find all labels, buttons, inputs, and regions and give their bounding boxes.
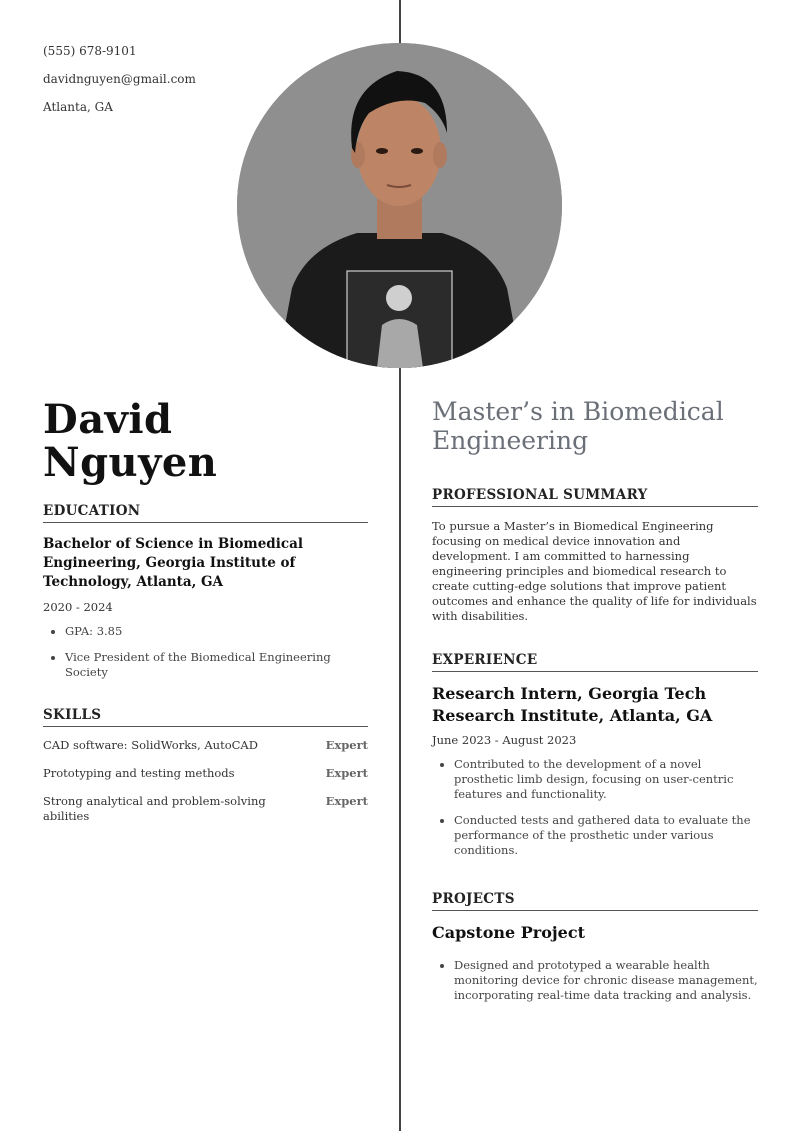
skill-row — [43, 794, 368, 824]
list-item: • Conducted tests and gathered data to evaluate the performance of the prosthetic under various conditions. — [454, 813, 758, 858]
education-dates: 2020 - 2024 — [43, 600, 113, 614]
skill-level: Expert — [325, 738, 368, 752]
list-item: • Vice President of the Biomedical Engineering Society — [65, 650, 368, 680]
first-name: David — [43, 396, 173, 443]
education-heading: EDUCATION — [43, 503, 368, 523]
skill-level: Expert — [325, 794, 368, 808]
objective-title: Master’s in Biomedical Engineering — [432, 397, 724, 455]
candidate-name — [43, 398, 217, 484]
list-item: • Contributed to the development of a novel prosthetic limb design, focusing on user-centric features and functionality. — [454, 757, 758, 802]
summary-section — [432, 487, 758, 624]
list-item: • Designed and prototyped a wearable health monitoring device for chronic disease management, incorporating real-time data tracking and analysis. — [454, 958, 758, 1003]
list-item: • GPA: 3.85 — [65, 624, 368, 639]
phone-text: (555) 678-9101 — [43, 44, 137, 58]
profile-photo — [237, 43, 562, 368]
project-title: Capstone Project — [432, 923, 585, 942]
job-dates: June 2023 - August 2023 — [432, 733, 577, 747]
profile-photo-illustration — [237, 43, 562, 368]
education-section — [43, 503, 368, 691]
column-divider-top — [399, 0, 401, 44]
contact-block — [43, 43, 196, 127]
skill-level: Expert — [325, 766, 368, 780]
last-name: Nguyen — [43, 439, 218, 486]
skills-section — [43, 707, 368, 824]
projects-heading: PROJECTS — [432, 891, 758, 911]
education-bullets — [43, 624, 368, 680]
skill-name: Strong analytical and problem-solving abilities — [43, 794, 266, 823]
experience-bullets — [432, 757, 758, 858]
column-divider — [399, 366, 401, 1131]
skills-heading: SKILLS — [43, 707, 368, 727]
projects-section — [432, 891, 758, 1014]
location-text: Atlanta, GA — [43, 100, 113, 114]
skill-row — [43, 766, 368, 781]
job-title: Research Intern, Georgia Tech Research Institute, Atlanta, GA — [432, 684, 713, 725]
skill-name: CAD software: SolidWorks, AutoCAD — [43, 738, 258, 752]
summary-text: To pursue a Master’s in Biomedical Engineering focusing on medical device innovation and development. I am committed to harnessing engineering principles and biomedical research to create cutting-edge solutions that improve patient outcomes and enhance the quality of life for individuals with disabilities. — [432, 519, 757, 623]
education-degree: Bachelor of Science in Biomedical Engineering, Georgia Institute of Technology, Atlanta, GA — [43, 536, 303, 590]
experience-heading: EXPERIENCE — [432, 652, 758, 672]
skill-row — [43, 738, 368, 753]
skill-name: Prototyping and testing methods — [43, 766, 235, 780]
experience-section — [432, 652, 758, 869]
email-text: davidnguyen@gmail.com — [43, 72, 196, 86]
summary-heading: PROFESSIONAL SUMMARY — [432, 487, 758, 507]
project-bullets — [432, 958, 758, 1003]
